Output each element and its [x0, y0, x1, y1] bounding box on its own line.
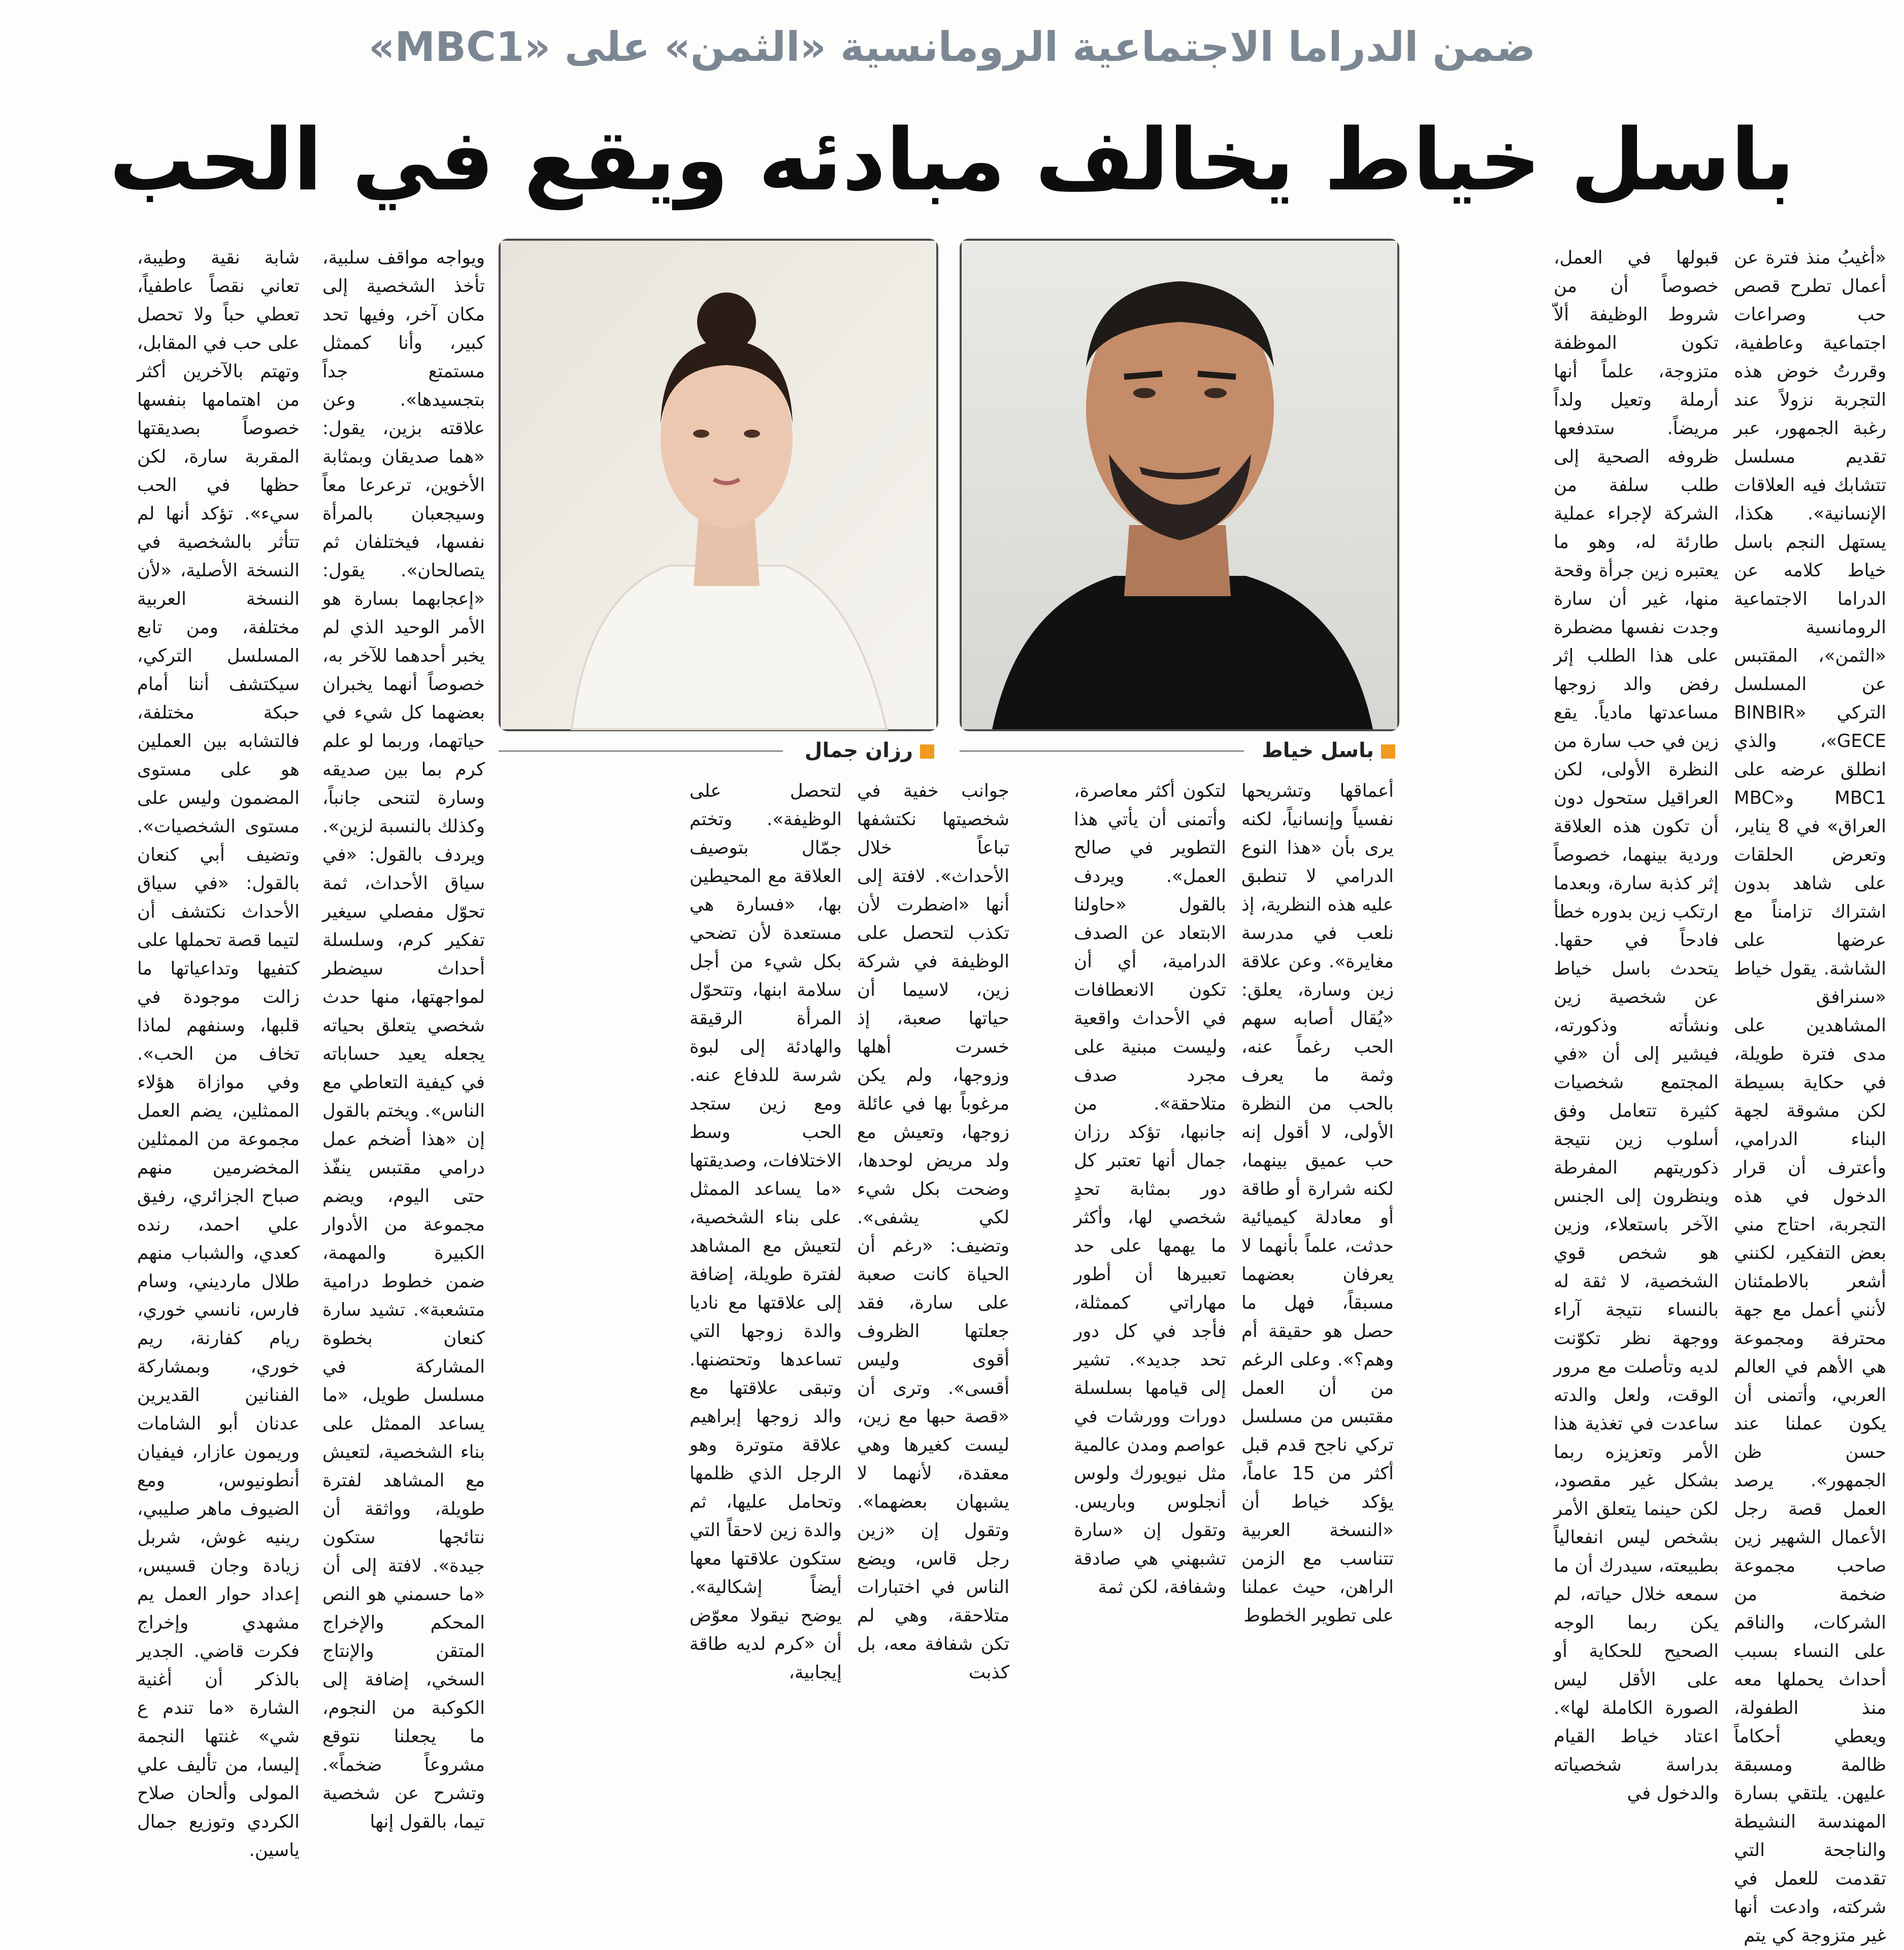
portrait-woman-image: [501, 241, 936, 729]
column-text: جوانب خفية في شخصيتها نكتشفها تباعاً خلال الأحداث». لافتة إلى أنها «اضطرت لأن تكذب لتحصل على الوظيفة في شركة زين، لاسيما أن حياتها صعبة، إذ خسرت أهلها وزوجها، ولم يكن مرغوباً بها في عائلة زوجها، وتعيش مع ولد مريض لوحدها، وضحت بكل شيء لكي يشفى». وتضيف: «رغم أن الحياة كانت صعبة على سارة، فقد جعلتها الظروف أقوى وليس أقسى». وترى أن «قصة حبها مع زين، ليست كغيرها وهي معقدة، لأنهما لا يشبهان بعضهما». وتقول إن «زين رجل قاس، ويضع الناس في اختبارات متلاحقة، وهي لم تكن شفافة معه، بل كذبت: [857, 781, 1009, 1683]
column-text: لتكون أكثر معاصرة، وأتمنى أن يأتي هذا التطوير في صالح العمل». ويردف بالقول «حاولنا الابتعاد عن الصدف الدرامية، أي أن تكون الانعطافات في الأحداث واقعية وليست مبنية على مجرد صدف متلاحقة». من جانبها، تؤكد رزان جمال أنها تعتبر كل دور بمثابة تحدٍ شخصي لها، وأكثر ما يهمها على حد تعبيرها أن أطور مهاراتي كممثلة، فأجد في كل دور تحد جديد». تشير إلى قيامها بسلسلة دورات وورشات في عواصم ومدن عالمية مثل نيويورك ولوس أنجلوس وباريس. وتقول إن «سارة تشبهني هي صادقة وشفافة، لكن ثمة: [1074, 781, 1226, 1598]
column-text: «أغيبُ منذ فترة عن أعمال تطرح قصص حب وصراعات اجتماعية وعاطفية، وقررتُ خوض هذه التجربة نزولاً عند رغبة الجمهور، عبر تقديم مسلسل تتشابك فيه العلاقات الإنسانية». هكذا، يستهل النجم باسل خياط كلامه عن الدراما الاجتماعية الرومانسية «الثمن»، المقتبس عن المسلسل التركي «BINBIR GECE»، والذي انطلق عرضه على MBC1 و«MBC العراق» في 8 يناير، وتعرض الحلقات على شاهد بدون اشتراك تزامناً مع عرضها على الشاشة. يقول خياط «سنرافق المشاهدين على مدى فترة طويلة، في حكاية بسيطة لكن مشوقة لجهة البناء الدرامي، وأعترف أن قرار الدخول في هذه التجربة، احتاج مني بعض التفكير، لكنني أشعر بالاطمئنان لأنني أعمل مع جهة محترفة ومجموعة هي الأهم في العالم العربي، وأتمنى أن يكون عملنا عند حسن ظن الجمهور». يرصد العمل قصة رجل الأعمال الشهير زين صاحب مجموعة ضخمة من الشركات، والناقم على النساء بسبب أحداث يحملها معه منذ الطفولة، ويعطي أحكاماً ظالمة ومسبقة عليهن. يلتقي بسارة المهندسة النشيطة والناجحة التي تقدمت للعمل في شركته، وادعت أنها غير متزوجة كي يتم: [1734, 247, 1886, 1946]
article-column-5: [857, 777, 1009, 1683]
article-column-8: [137, 244, 300, 1861]
column-text: أعماقها وتشريحها نفسياً وإنسانياً، لكنه يرى بأن «هذا النوع الدرامي لا تنطبق عليه هذه النظرية، إذ نلعب في مدرسة مغايرة». وعن علاقة زين وسارة، يعلق: «يُقال أصابه سهم الحب رغماً عنه، وثمة ما يعرف بالحب من النظرة الأولى، لا أقول إنه حب عميق بينهما، لكنه شرارة أو طاقة أو معادلة كيميائية حدثت، علماً بأنهما لا يعرفان بعضهما مسبقاً، فهل ما حصل هو حقيقة أم وهم؟». وعلى الرغم من أن العمل مقتبس من مسلسل تركي ناجح قدم قبل أكثر من 15 عاماً، يؤكد خياط أن «النسخة العربية تتناسب مع الزمن الراهن، حيث عملنا على تطوير الخطوط: [1241, 781, 1394, 1626]
caption-rule: [499, 751, 783, 752]
article-column-1: [1734, 244, 1886, 1946]
article-column-3: [1241, 777, 1394, 1626]
caption-text: رزان جمال: [804, 739, 913, 762]
caption-marker-icon: [1381, 744, 1395, 759]
portrait-man-image: [962, 241, 1397, 729]
article-column-7: [322, 244, 485, 1832]
column-text: لتحصل على الوظيفة». وتختم جمّال بتوصيف العلاقة مع المحيطين بها، «فسارة هي مستعدة لأن تضحي بكل شيء من أجل سلامة ابنها، وتتحوّل المرأة الرقيقة والهادئة إلى لبوة شرسة للدفاع عنه. ومع زين ستجد الحب وسط الاختلافات، وصديقتها «ما يساعد الممثل على بناء الشخصية، لتعيش مع المشاهد لفترة طويلة، إضافة إلى علاقتها مع ناديا والدة زوجها التي تساعدها وتحتضنها. وتبقى علاقتها مع والد زوجها إبراهيم علاقة متوترة وهو الرجل الذي ظلمها وتحامل عليها، ثم والدة زين لاحقاً التي ستكون علاقتها معها أيضاً إشكالية». يوضح نيقولا معوّض أن «كرم لديه طاقة إيجابية،: [690, 781, 842, 1683]
column-text: شابة نقية وطيبة، تعاني نقصاً عاطفياً، تعطي حباً ولا تحصل على حب في المقابل، وتهتم بالآخرين أكثر من اهتمامها بنفسها خصوصاً بصديقتها المقربة سارة، لكن حظها في الحب سيء». تؤكد أنها لم تتأثر بالشخصية في النسخة الأصلية، «لأن النسخة العربية مختلفة، ومن تابع المسلسل التركي، سيكتشف أننا أمام حبكة مختلفة، فالتشابه بين العملين هو على مستوى المضمون وليس على مستوى الشخصيات». وتضيف أبي كنعان بالقول: «في سياق الأحداث نكتشف أن لتيما قصة تحملها على كتفيها وتداعياتها ما زالت موجودة في قلبها، وسنفهم لماذا تخاف من الحب». وفي موازاة هؤلاء الممثلين، يضم العمل مجموعة من الممثلين المخضرمين منهم صباح الجزائري، رفيق علي احمد، رنده كعدي، والشباب منهم طلال مارديني، وسام فارس، نانسي خوري، ريام كفارنة، ريم خوري، وبمشاركة الفنانين القديرين عدنان أبو الشامات وريمون عازار، فيفيان أنطونيوس، ومع الضيوف ماهر صليبي، رينيه غوش، شربل زيادة وجان قسيس، إعداد حوار العمل يم مشهدي وإخراج فكرت قاضي. الجدير بالذكر أن أغنية الشارة «ما تندم ع شي» غنتها النجمة إليسا، من تأليف علي المولى وألحان صلاح الكردي وتوزيع جمال ياسين.: [137, 247, 300, 1861]
photo-razan-jamal: [499, 239, 938, 731]
caption-text: باسل خياط: [1262, 739, 1374, 762]
article-column-4: [1074, 777, 1226, 1598]
kicker-subtitle: ضمن الدراما الاجتماعية الرومانسية «الثمن» على «MBC1»: [368, 23, 1536, 71]
article-column-6: [690, 777, 842, 1683]
caption-marker-icon: [920, 744, 934, 759]
caption-rule: [960, 751, 1244, 752]
article-column-2: [1554, 244, 1719, 1804]
headline: باسل خياط يخالف مبادئه ويقع في الحب: [109, 110, 1795, 210]
column-text: ويواجه مواقف سلبية، تأخذ الشخصية إلى مكان آخر، وفيها تحد كبير، وأنا كممثل مستمتع جداً بتجسيدها». وعن علاقته بزين، يقول: «هما صديقان وبمثابة الأخوين، ترعرعا معاً وسيجعبان بالمرأة نفسها، فيختلفان ثم يتصالحان». يقول: «إعجابهما بسارة هو الأمر الوحيد الذي لم يخبر أحدهما للآخر به، خصوصاً أنهما يخبران بعضهما كل شيء في حياتهما، وربما لو علم كرم بما بين صديقه وسارة لتنحى جانباً، وكذلك بالنسبة لزين». ويردف بالقول: «في سياق الأحداث، ثمة تحوّل مفصلي سيغير تفكير كرم، وسلسلة أحداث سيضطر لمواجهتها، منها حدث شخصي يتعلق بحياته يجعله يعيد حساباته في كيفية التعاطي مع الناس». ويختم بالقول إن «هذا أضخم عمل درامي مقتبس ينفّذ حتى اليوم، ويضم مجموعة من الأدوار الكبيرة والمهمة، ضمن خطوط درامية متشعبة». تشيد سارة كنعان بخطوة المشاركة في مسلسل طويل، «ما يساعد الممثل على بناء الشخصية، لتعيش مع المشاهد لفترة طويلة، وواثقة أن نتائجها ستكون جيدة». لافتة إلى أن «ما حسمني هو النص المحكم والإخراج المتقن والإنتاج السخي، إضافة إلى الكوكبة من النجوم، ما يجعلنا نتوقع مشروعاً ضخماً». وتشرح عن شخصية تيما، بالقول إنها: [322, 247, 485, 1832]
photo-basel-khayat: [960, 239, 1399, 731]
column-text: قبولها في العمل، خصوصاً أن من شروط الوظيفة ألاّ تكون الموظفة متزوجة، علماً أنها أرملة وتعيل ولداً مريضاً. ستدفعها ظروفه الصحية إلى طلب سلفة من الشركة لإجراء عملية طارئة له، وهو ما يعتبره زين جرأة وقحة منها، غير أن سارة وجدت نفسها مضطرة على هذا الطلب إثر رفض والد زوجها مساعدتها مادياً. يقع زين في حب سارة من النظرة الأولى، لكن العراقيل ستحول دون أن تكون هذه العلاقة وردية بينهما، خصوصاً إثر كذبة سارة، وبعدما ارتكب زين بدوره خطأ فادحاً في حقها. يتحدث باسل خياط عن شخصية زين ونشأته وذكورته، فيشير إلى أن «في المجتمع شخصيات كثيرة تتعامل وفق أسلوب زين نتيجة ذكوريتهم المفرطة وينظرون إلى الجنس الآخر باستعلاء، وزين هو شخص قوي الشخصية، لا ثقة له بالنساء نتيجة آراء ووجهة نظر تكوّنت لديه وتأصلت مع مرور الوقت، ولعل والدته ساعدت في تغذية هذا الأمر وتعزيزه ربما بشكل غير مقصود، لكن حينما يتعلق الأمر بشخص ليس انفعالياً بطبيعته، سيدرك أن ما سمعه خلال حياته، لم يكن ربما الوجه الصحيح للحكاية أو على الأقل ليس الصورة الكاملة لها». اعتاد خياط القيام بدراسة شخصياته والدخول في: [1554, 247, 1719, 1804]
